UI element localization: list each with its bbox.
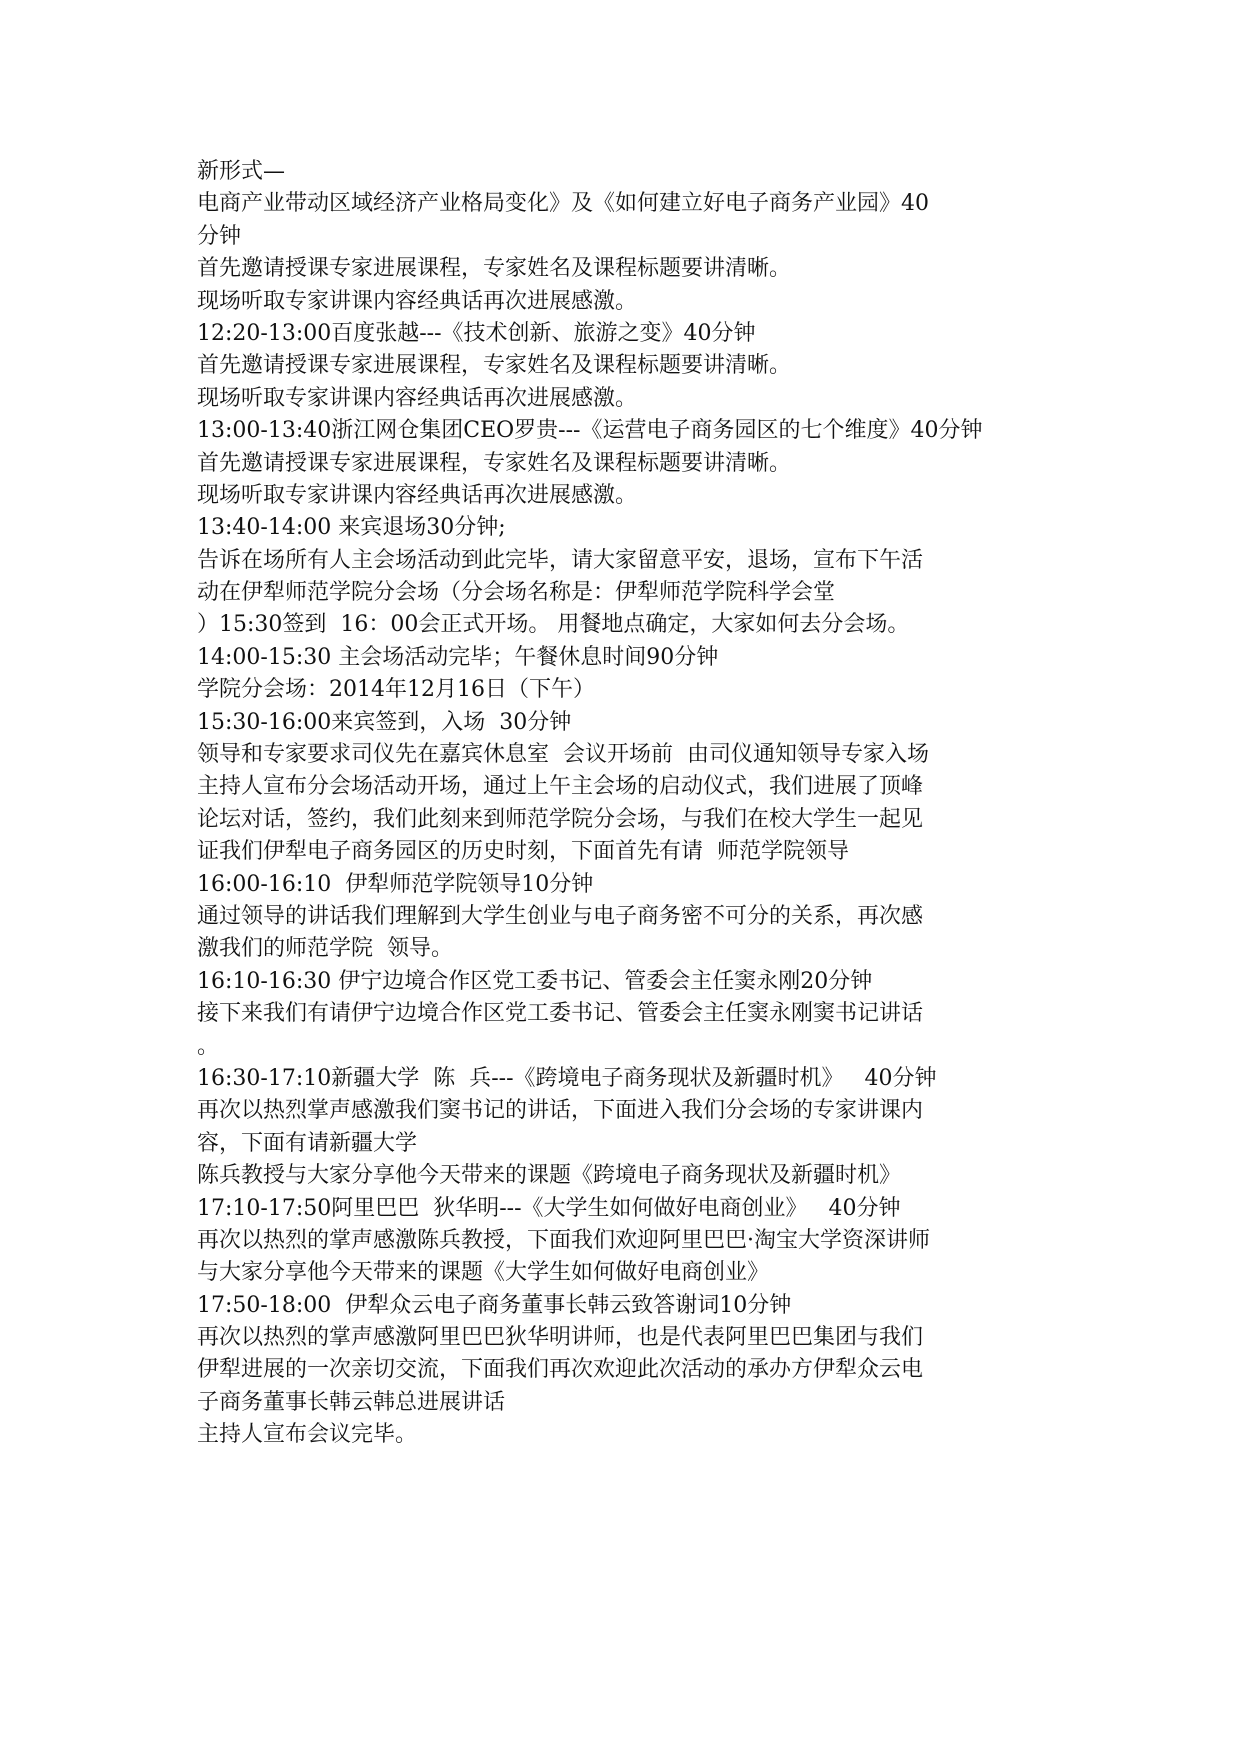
text-line: 12:20-13:00百度张越---《技术创新、旅游之变》40分钟 (197, 320, 756, 346)
text-line: 15:30-16:00来宾签到，入场 30分钟 (197, 709, 572, 735)
text-line: 再次以热烈的掌声感激陈兵教授，下面我们欢迎阿里巴巴·淘宝大学资深讲师 (197, 1227, 930, 1253)
text-line: 。 (197, 1033, 220, 1059)
text-line: 新形式— (197, 159, 286, 184)
text-line: 首先邀请授课专家进展课程，专家姓名及课程标题要讲清晰。 (197, 450, 792, 476)
text-line: 陈兵教授与大家分享他今天带来的课题《跨境电子商务现状及新疆时机》 (197, 1163, 902, 1189)
text-line: 主持人宣布分会场活动开场，通过上午主会场的启动仪式，我们进展了顶峰 (197, 774, 924, 800)
text-line: 告诉在场所有人主会场活动到此完毕，请大家留意平安，退场，宣布下午活 (197, 547, 924, 573)
text-line: ）15:30签到 16：00会正式开场。 用餐地点确定，大家如何去分会场。 (197, 612, 910, 638)
text-line: 通过领导的讲话我们理解到大学生创业与电子商务密不可分的关系，再次感 (197, 903, 924, 929)
text-line: 学院分会场：2014年12月16日（下午） (197, 677, 595, 703)
text-line: 子商务董事长韩云韩总进展讲话 (197, 1389, 506, 1415)
text-line: 首先邀请授课专家进展课程，专家姓名及课程标题要讲清晰。 (197, 256, 792, 282)
text-line: 17:10-17:50阿里巴巴 狄华明---《大学生如何做好电商创业》 40分钟 (197, 1195, 901, 1221)
text-line: 再次以热烈掌声感激我们窦书记的讲话，下面进入我们分会场的专家讲课内 (197, 1098, 924, 1124)
text-line: 16:10-16:30 伊宁边境合作区党工委书记、管委会主任窦永刚20分钟 (197, 968, 873, 994)
text-line: 现场听取专家讲课内容经典话再次进展感激。 (197, 482, 638, 508)
text-line: 再次以热烈的掌声感激阿里巴巴狄华明讲师，也是代表阿里巴巴集团与我们 (197, 1325, 924, 1351)
text-line: 13:40-14:00 来宾退场30分钟; (197, 515, 506, 541)
text-line: 动在伊犁师范学院分会场（分会场名称是：伊犁师范学院科学会堂 (197, 580, 836, 606)
text-line: 分钟 (197, 223, 242, 249)
text-line: 13:00-13:40浙江网仓集团CEO罗贵---《运营电子商务园区的七个维度》40分钟 (197, 418, 983, 444)
text-line: 现场听取专家讲课内容经典话再次进展感激。 (197, 385, 638, 411)
text-line: 激我们的师范学院 领导。 (197, 936, 453, 962)
text-line: 主持人宣布会议完毕。 (197, 1422, 418, 1448)
text-line: 16:00-16:10 伊犁师范学院领导10分钟 (197, 871, 594, 897)
document-body (197, 156, 1057, 1452)
text-line: 证我们伊犁电子商务园区的历史时刻，下面首先有请 师范学院领导 (197, 839, 849, 865)
text-line: 电商产业带动区域经济产业格局变化》及《如何建立好电子商务产业园》40 (197, 191, 929, 217)
text-line: 论坛对话，签约，我们此刻来到师范学院分会场，与我们在校大学生一起见 (197, 806, 924, 832)
text-line: 首先邀请授课专家进展课程，专家姓名及课程标题要讲清晰。 (197, 353, 792, 379)
text-line: 17:50-18:00 伊犁众云电子商务董事长韩云致答谢词10分钟 (197, 1292, 792, 1318)
text-line: 现场听取专家讲课内容经典话再次进展感激。 (197, 288, 638, 314)
text-line: 领导和专家要求司仪先在嘉宾休息室 会议开场前 由司仪通知领导专家入场 (197, 742, 929, 768)
text-line: 容，下面有请新疆大学 (197, 1130, 418, 1156)
text-line: 与大家分享他今天带来的课题《大学生如何做好电商创业》 (197, 1260, 770, 1286)
text-line: 14:00-15:30 主会场活动完毕；午餐休息时间90分钟 (197, 644, 719, 670)
text-line: 伊犁进展的一次亲切交流，下面我们再次欢迎此次活动的承办方伊犁众云电 (197, 1357, 924, 1383)
text-line: 16:30-17:10新疆大学 陈 兵---《跨境电子商务现状及新疆时机》 40分钟 (197, 1065, 937, 1091)
text-line: 接下来我们有请伊宁边境合作区党工委书记、管委会主任窦永刚窦书记讲话 (197, 1001, 924, 1027)
